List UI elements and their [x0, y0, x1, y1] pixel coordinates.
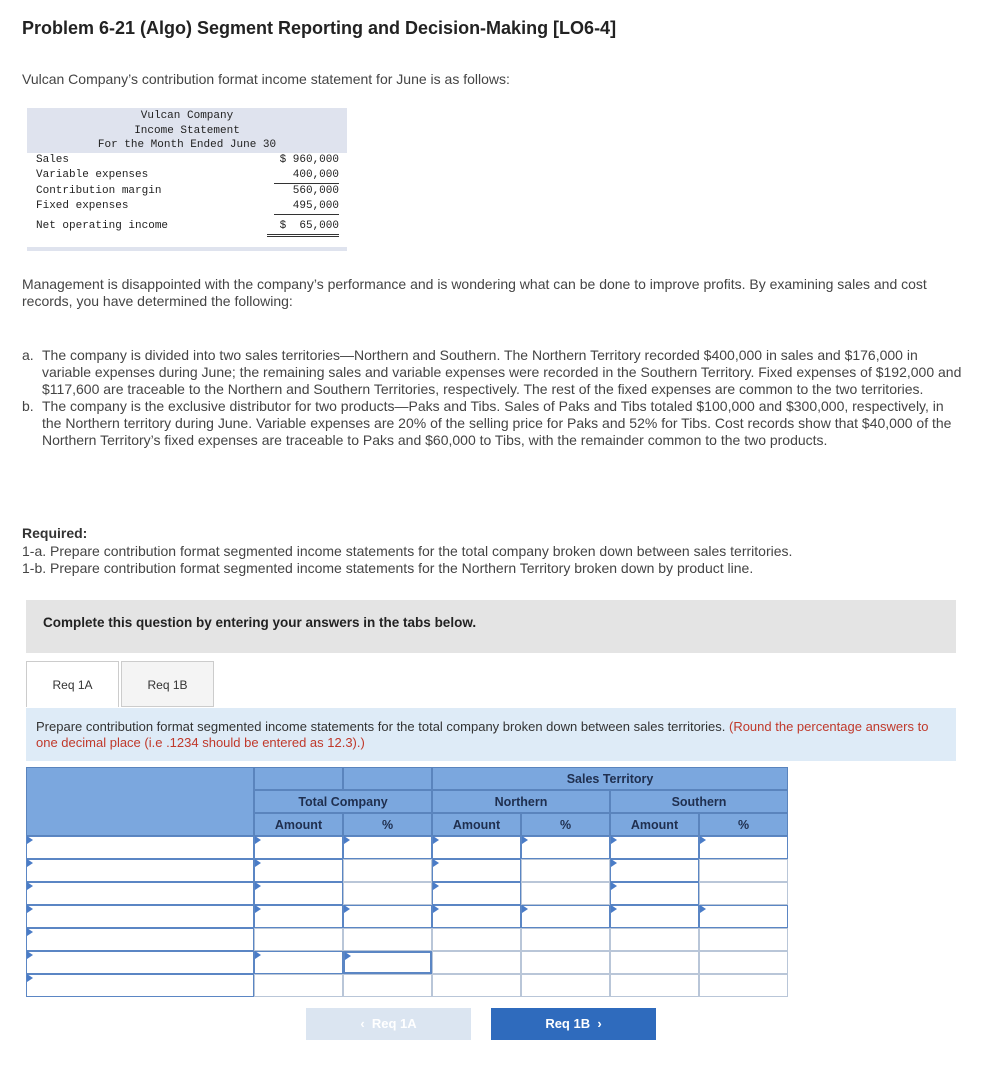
statement-label: Net operating income	[36, 220, 169, 232]
input-marker-icon	[611, 836, 617, 844]
list-text: The company is the exclusive distributor for two products—Paks and Tibs. Sales of Paks and Tibs totaled $100,000 and $300,000, respectively, in the Northern territory during June. Variable expenses are 20% of the selling price for Paks and 52% for Tibs. Cost records show that $40,000 of the Northern Territory’s fixed expenses are traceable to Paks and $60,000 to Tibs, with the remainder common to the two products.	[42, 398, 952, 448]
statement-amount: 560,000	[292, 185, 339, 197]
banner-text: Complete this question by entering your answers in the tabs below.	[43, 615, 477, 630]
list-text: The company is divided into two sales territories—Northern and Southern. The Northern Territory recorded $400,000 in sales and $176,000 in variable expenses during June; the remaining sales and variable expenses were recorded in the Southern Territory. Fixed expenses of $192,000 and $117,600 are traceable to the Northern and Southern Territories, respectively. The rest of the fixed expenses are common to the two territories.	[42, 347, 962, 397]
input-marker-icon	[700, 836, 706, 844]
statement-row	[27, 153, 347, 168]
percent-header: %	[343, 813, 432, 836]
input-marker-icon	[27, 951, 33, 959]
input-marker-icon	[255, 951, 261, 959]
row-label-input[interactable]	[26, 974, 254, 997]
required-item: 1-a. Prepare contribution format segmented income statements for the total company broken down between sales territories.	[22, 543, 793, 559]
northern-header: Northern	[432, 790, 610, 813]
statement-amount: 400,000	[274, 168, 339, 184]
input-marker-icon	[255, 905, 261, 913]
table-input-cell[interactable]	[254, 859, 343, 882]
input-marker-icon	[255, 859, 261, 867]
table-input-cell[interactable]	[343, 905, 432, 928]
amount-header: Amount	[432, 813, 521, 836]
table-input-cell[interactable]	[699, 836, 788, 859]
required-item: 1-b. Prepare contribution format segmented income statements for the Northern Territory broken down by product line.	[22, 560, 754, 576]
table-input-cell[interactable]	[521, 836, 610, 859]
table-input-cell[interactable]	[432, 928, 521, 951]
total-company-header: Total Company	[254, 790, 432, 813]
table-input-cell[interactable]	[521, 882, 610, 905]
statement-label: Fixed expenses	[36, 200, 129, 212]
table-input-cell[interactable]	[699, 951, 788, 974]
statement-label: Sales	[36, 154, 70, 166]
input-marker-icon	[255, 882, 261, 890]
row-label-input[interactable]	[26, 951, 254, 974]
table-input-cell[interactable]	[521, 951, 610, 974]
table-input-cell[interactable]	[699, 859, 788, 882]
table-input-cell[interactable]	[610, 905, 699, 928]
list-item	[22, 398, 967, 449]
table-input-cell[interactable]	[254, 882, 343, 905]
problem-title: Problem 6-21 (Algo) Segment Reporting and Decision-Making [LO6-4]	[22, 18, 617, 38]
table-input-cell[interactable]	[610, 974, 699, 997]
row-label-input[interactable]	[26, 905, 254, 928]
statement-company: Vulcan Company	[140, 110, 234, 122]
input-marker-icon	[700, 905, 706, 913]
facts-list	[22, 347, 967, 449]
chevron-left-icon: ‹	[360, 1016, 372, 1031]
table-input-cell[interactable]	[610, 951, 699, 974]
row-label-input[interactable]	[26, 836, 254, 859]
statement-period: For the Month Ended June 30	[97, 139, 277, 151]
input-marker-icon	[433, 859, 439, 867]
table-input-cell[interactable]	[432, 836, 521, 859]
tab-req-1b[interactable]: Req 1B	[121, 661, 214, 707]
row-label-input[interactable]	[26, 859, 254, 882]
input-marker-icon	[27, 836, 33, 844]
input-marker-icon	[611, 882, 617, 890]
input-marker-icon	[255, 836, 261, 844]
table-input-cell[interactable]	[521, 905, 610, 928]
statement-row	[27, 184, 347, 199]
statement-header	[27, 108, 347, 153]
table-input-cell[interactable]	[254, 836, 343, 859]
table-input-cell[interactable]	[343, 859, 432, 882]
table-input-cell[interactable]	[432, 974, 521, 997]
table-input-cell[interactable]	[343, 951, 432, 974]
table-input-cell[interactable]	[432, 951, 521, 974]
statement-label: Contribution margin	[36, 185, 162, 197]
table-input-cell[interactable]	[699, 928, 788, 951]
statement-amount: 495,000	[274, 199, 339, 215]
table-input-cell[interactable]	[610, 882, 699, 905]
table-input-cell[interactable]	[343, 974, 432, 997]
input-marker-icon	[27, 974, 33, 982]
input-marker-icon	[27, 928, 33, 936]
table-input-cell[interactable]	[610, 836, 699, 859]
table-input-cell[interactable]	[521, 928, 610, 951]
table-input-cell[interactable]	[254, 905, 343, 928]
input-marker-icon	[27, 905, 33, 913]
table-input-cell[interactable]	[432, 882, 521, 905]
input-marker-icon	[344, 905, 350, 913]
table-input-cell[interactable]	[521, 974, 610, 997]
input-marker-icon	[433, 836, 439, 844]
management-text: Management is disappointed with the company’s performance and is wondering what can be done to improve profits. By examining sales and cost records, you have determined the following:	[22, 276, 927, 309]
statement-amount: $ 960,000	[279, 154, 339, 166]
statement-footer-bar	[27, 247, 347, 251]
percent-header: %	[521, 813, 610, 836]
table-input-cell[interactable]	[699, 974, 788, 997]
input-marker-icon	[27, 882, 33, 890]
next-tab-button[interactable]	[491, 1008, 656, 1040]
list-marker: a.	[22, 347, 34, 363]
intro-text: Vulcan Company’s contribution format income statement for June is as follows:	[22, 71, 510, 87]
prev-tab-button[interactable]	[306, 1008, 471, 1040]
sales-territory-header: Sales Territory	[432, 767, 788, 790]
table-input-cell[interactable]	[254, 974, 343, 997]
statement-amount: $ 65,000	[267, 219, 339, 237]
chevron-right-icon: ›	[590, 1016, 602, 1031]
tab-req-1a[interactable]: Req 1A	[26, 661, 119, 707]
table-input-cell[interactable]	[610, 859, 699, 882]
table-input-cell[interactable]	[254, 928, 343, 951]
input-marker-icon	[433, 905, 439, 913]
statement-name: Income Statement	[134, 124, 240, 137]
row-label-input[interactable]	[26, 882, 254, 905]
percent-header: %	[699, 813, 788, 836]
instruction-banner	[26, 600, 956, 653]
next-tab-label: Req 1B	[545, 1016, 591, 1031]
input-marker-icon	[345, 952, 351, 960]
header-spacer	[343, 767, 432, 790]
amount-header: Amount	[610, 813, 699, 836]
table-input-cell[interactable]	[343, 882, 432, 905]
income-statement	[27, 108, 347, 250]
instructions-text: Prepare contribution format segmented income statements for the total company broken down between sales territories.	[36, 719, 726, 734]
amount-header: Amount	[254, 813, 343, 836]
table-input-cell[interactable]	[254, 951, 343, 974]
list-marker: b.	[22, 398, 34, 414]
table-input-cell[interactable]	[699, 882, 788, 905]
statement-row	[27, 219, 347, 234]
input-marker-icon	[522, 836, 528, 844]
input-marker-icon	[611, 905, 617, 913]
statement-row	[27, 199, 347, 214]
header-spacer	[254, 767, 343, 790]
required-heading: Required:	[22, 525, 88, 541]
table-input-cell[interactable]	[432, 859, 521, 882]
row-label-header	[26, 767, 254, 836]
table-input-cell[interactable]	[699, 905, 788, 928]
list-item	[22, 347, 967, 398]
input-marker-icon	[27, 859, 33, 867]
input-marker-icon	[611, 859, 617, 867]
table-input-cell[interactable]	[432, 905, 521, 928]
instructions-note: (Round the percentage answers to one decimal place (i.e .1234 should be entered as 12.3).)	[36, 719, 929, 750]
table-input-cell[interactable]	[610, 928, 699, 951]
input-marker-icon	[522, 905, 528, 913]
prev-tab-label: Req 1A	[371, 1016, 417, 1031]
input-marker-icon	[433, 882, 439, 890]
segmented-income-table	[26, 767, 788, 997]
table-input-cell[interactable]	[343, 836, 432, 859]
statement-label: Variable expenses	[36, 169, 149, 181]
statement-row	[27, 168, 347, 183]
row-label-input[interactable]	[26, 928, 254, 951]
southern-header: Southern	[610, 790, 788, 813]
table-input-cell[interactable]	[343, 928, 432, 951]
table-input-cell[interactable]	[521, 859, 610, 882]
tab-instructions	[26, 708, 956, 761]
input-marker-icon	[344, 836, 350, 844]
